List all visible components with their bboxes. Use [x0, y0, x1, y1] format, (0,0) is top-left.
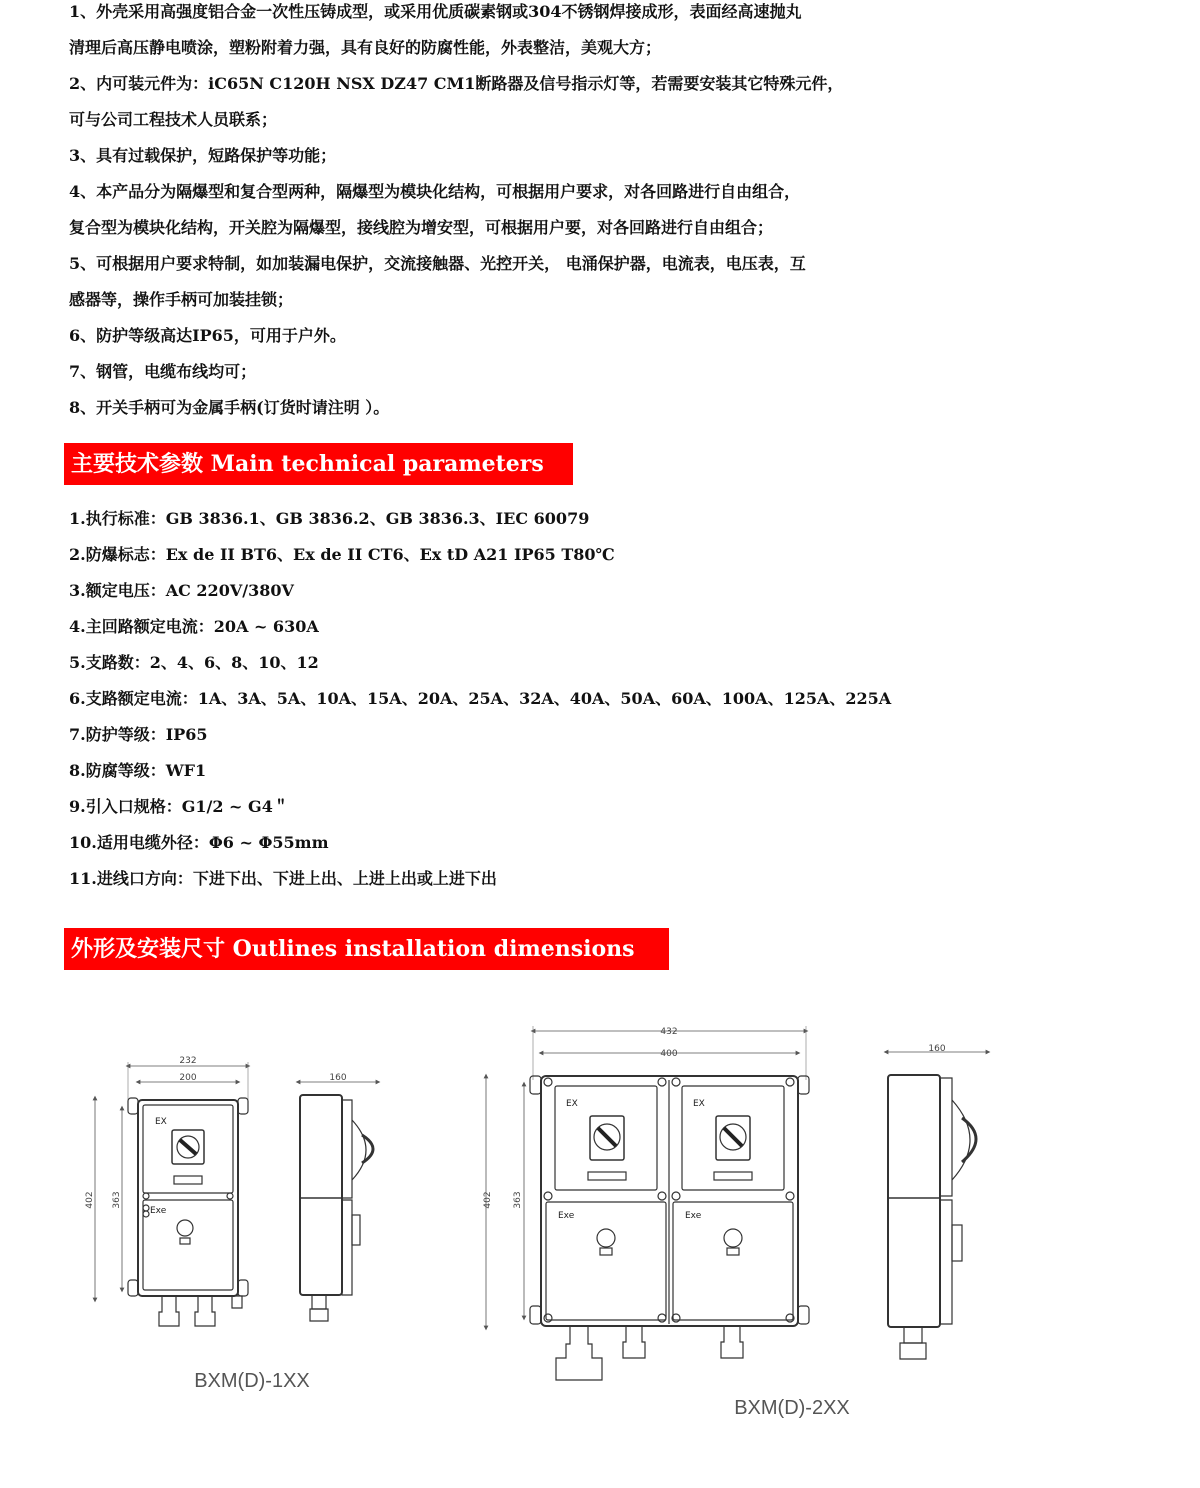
feature-line: 3、具有过载保护，短路保护等功能；: [69, 146, 337, 165]
label-exe-1: Exe: [150, 1206, 167, 1216]
parameter-line: 4.主回路额定电流：20A ~ 630A: [69, 617, 319, 636]
model-label-2: BXM(D)-2XX: [734, 1397, 850, 1419]
label-ex-1: EX: [155, 1117, 167, 1127]
model-label-1: BXM(D)-1XX: [194, 1370, 310, 1392]
dim-width-inner-2: 400: [660, 1049, 678, 1059]
dim-width-outer-1: 232: [179, 1056, 197, 1066]
feature-line: 2、内可装元件为：iC65N C120H NSX DZ47 CM1断路器及信号指示灯等，若需要安装其它特殊元件，: [69, 74, 844, 93]
parameter-line: 3.额定电压：AC 220V/380V: [69, 581, 294, 600]
label-ex-2a: EX: [566, 1099, 578, 1109]
drawing-2-front-view: [486, 1026, 809, 1380]
parameter-line: 6.支路额定电流：1A、3A、5A、10A、15A、20A、25A、32A、40A、50A、60A、100A、125A、225A: [69, 689, 892, 708]
parameter-line: 9.引入口规格：G1/2 ~ G4＂: [69, 797, 289, 816]
dim-depth-1: 160: [329, 1073, 347, 1083]
drawing-1-side-view: [298, 1082, 378, 1321]
section-banner-dimensions: 外形及安装尺寸 Outlines installation dimensions: [64, 928, 669, 970]
feature-line: 可与公司工程技术人员联系；: [69, 110, 278, 129]
parameter-line: 7.防护等级：IP65: [69, 725, 208, 744]
feature-line: 8、开关手柄可为金属手柄(订货时请注明 ）。: [69, 398, 390, 417]
dim-width-outer-2: 432: [660, 1027, 678, 1037]
dim-width-inner-1: 200: [179, 1073, 197, 1083]
feature-line: 复合型为模块化结构，开关腔为隔爆型，接线腔为增安型，可根据用户要，对各回路进行自由组合；: [69, 218, 774, 237]
label-exe-2a: Exe: [558, 1211, 575, 1221]
parameter-line: 8.防腐等级：WF1: [69, 761, 207, 780]
label-exe-2b: Exe: [685, 1211, 702, 1221]
dim-height-outer-1: 402: [85, 1191, 95, 1209]
dim-depth-2: 160: [928, 1044, 946, 1054]
feature-line: 5、可根据用户要求特制，如加装漏电保护，交流接触器、光控开关， 电涌保护器，电流表，电压表，互: [69, 254, 806, 273]
section-banner-parameters: 主要技术参数 Main technical parameters: [64, 443, 573, 485]
outline-drawings: [0, 990, 1200, 1460]
dim-height-inner-1: 363: [112, 1191, 122, 1209]
feature-line: 清理后高压静电喷涂，塑粉附着力强，具有良好的防腐性能，外表整洁，美观大方；: [69, 38, 662, 57]
dim-height-outer-2: 402: [483, 1191, 493, 1209]
parameter-line: 11.进线口方向：下进下出、下进上出、上进上出或上进下出: [69, 869, 497, 888]
parameter-line: 5.支路数：2、4、6、8、10、12: [69, 653, 319, 672]
parameter-line: 2.防爆标志：Ex de II BT6、Ex de II CT6、Ex tD A21 IP65 T80℃: [69, 545, 615, 564]
feature-line: 6、防护等级高达IP65，可用于户外。: [69, 326, 346, 345]
drawing-2-side-view: [886, 1052, 988, 1359]
feature-line: 1、外壳采用高强度铝合金一次性压铸成型，或采用优质碳素钢或304不锈钢焊接成形，表面经高速抛丸: [69, 2, 802, 21]
dim-height-inner-2: 363: [513, 1191, 523, 1209]
parameter-line: 10.适用电缆外径：Φ6 ~ Φ55mm: [69, 833, 329, 852]
feature-line: 4、本产品分为隔爆型和复合型两种，隔爆型为模块化结构，可根据用户要求，对各回路进行自由组合，: [69, 182, 801, 201]
parameter-line: 1.执行标准：GB 3836.1、GB 3836.2、GB 3836.3、IEC 60079: [69, 509, 590, 528]
feature-line: 感器等，操作手柄可加装挂锁；: [69, 290, 294, 309]
label-ex-2b: EX: [693, 1099, 705, 1109]
feature-line: 7、钢管，电缆布线均可；: [69, 362, 257, 381]
